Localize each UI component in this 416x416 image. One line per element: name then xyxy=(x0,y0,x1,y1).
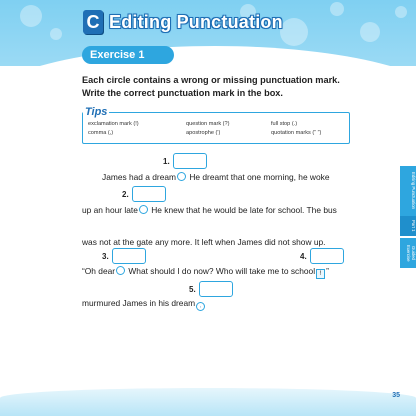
answer-box-4[interactable] xyxy=(310,248,344,264)
page-header xyxy=(0,0,416,66)
story-text: murmured James in his dream xyxy=(82,298,196,308)
answer-box-2[interactable] xyxy=(132,186,166,202)
story-text: up an hour late xyxy=(82,205,138,215)
question-number: 5. xyxy=(189,285,196,294)
punctuation-circle-5: , xyxy=(196,302,205,311)
story-text: He dreamt that one morning, he woke xyxy=(189,172,330,182)
story-line: was not at the gate any more. It left when James did not show up. xyxy=(82,237,326,247)
side-tab-label: Part 1 xyxy=(411,220,416,232)
decor-bubble xyxy=(20,5,42,27)
answer-box-5[interactable] xyxy=(199,281,233,297)
punctuation-circle-1 xyxy=(177,172,186,181)
side-tab-guided[interactable] xyxy=(400,238,416,268)
side-tab-label: Editing Punctuation xyxy=(411,172,416,210)
tip-item: apostrophe (') xyxy=(186,130,221,136)
story-text: What should I do now? Who will take me to school xyxy=(128,266,316,276)
tip-item: full stop (.) xyxy=(271,121,298,127)
section-badge: C xyxy=(83,10,103,34)
side-tab-label: Guided Exercise xyxy=(406,244,416,262)
exercise-label: Exercise 1 xyxy=(82,46,174,64)
instructions: Each circle contains a wrong or missing punctuation mark. Write the correct punctuation mark in the box. xyxy=(82,75,340,98)
question-number: 4. xyxy=(300,252,307,261)
decor-bubble xyxy=(330,2,344,16)
story-text: ” xyxy=(326,266,329,276)
tips-label: Tips xyxy=(85,106,108,118)
punctuation-box-4: ! xyxy=(316,269,325,279)
side-tab-part[interactable] xyxy=(400,216,416,236)
page-number: 35 xyxy=(392,392,400,399)
story-line xyxy=(82,266,329,279)
decor-bubble xyxy=(360,22,380,42)
punctuation-circle-2 xyxy=(139,205,148,214)
answer-box-3[interactable] xyxy=(112,248,146,264)
story-text: He knew that he would be late for school. The bus xyxy=(151,205,337,215)
tip-item: question mark (?) xyxy=(186,121,230,127)
tips-box xyxy=(82,112,350,144)
decor-bubble xyxy=(395,6,407,18)
footer-band xyxy=(0,388,416,416)
decor-bubble xyxy=(50,28,62,40)
tip-item: exclamation mark (!) xyxy=(88,121,139,127)
story-text: James had a dream xyxy=(102,172,177,182)
header-curve xyxy=(0,46,416,66)
story-text: “Oh dear xyxy=(82,266,116,276)
story-line xyxy=(102,172,330,182)
question-number: 2. xyxy=(122,190,129,199)
question-number: 1. xyxy=(163,157,170,166)
decor-bubble xyxy=(280,18,308,46)
story-line xyxy=(82,298,206,311)
question-number: 3. xyxy=(102,252,109,261)
section-title: Editing Punctuation xyxy=(109,12,283,32)
tip-item: quotation marks (“ ”) xyxy=(271,130,322,136)
tip-item: comma (,) xyxy=(88,130,114,136)
punctuation-circle-3 xyxy=(116,266,125,275)
story-line xyxy=(82,205,337,215)
answer-box-1[interactable] xyxy=(173,153,207,169)
side-tab-topic[interactable] xyxy=(400,166,416,216)
